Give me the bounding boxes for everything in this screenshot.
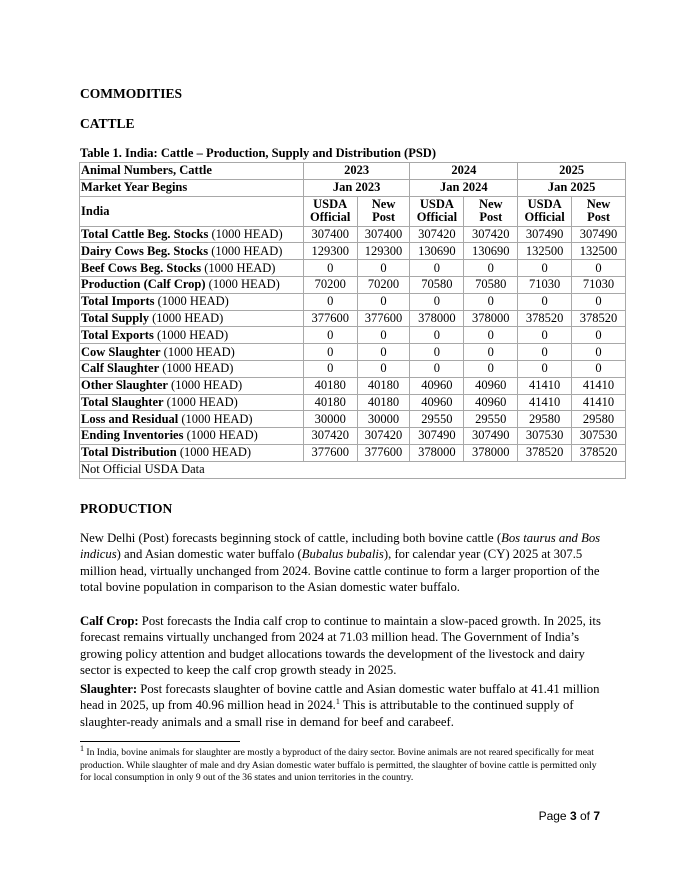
table-cell: 132500 — [518, 243, 572, 260]
table-cell: 30000 — [303, 411, 357, 428]
table-cell: 307530 — [572, 428, 626, 445]
footnote-reference[interactable]: 1 — [335, 697, 340, 707]
table-cell: 40180 — [357, 377, 410, 394]
table-cell: 0 — [572, 327, 626, 344]
table-cell: 0 — [303, 327, 357, 344]
row-label: Total Imports (1000 HEAD) — [80, 293, 304, 310]
table-cell: 0 — [464, 344, 518, 361]
row-label: Total Cattle Beg. Stocks (1000 HEAD) — [80, 226, 304, 243]
table-cell: 0 — [357, 344, 410, 361]
table-cell: 129300 — [303, 243, 357, 260]
table-cell: 307400 — [303, 226, 357, 243]
table-cell: 307490 — [464, 428, 518, 445]
header-col-new-post: New Post — [357, 196, 410, 226]
table-cell: 71030 — [572, 276, 626, 293]
table-cell: 0 — [303, 293, 357, 310]
table-cell: 377600 — [303, 444, 357, 461]
row-label: Dairy Cows Beg. Stocks (1000 HEAD) — [80, 243, 304, 260]
header-year: 2024 — [410, 163, 518, 180]
table-cell: 307420 — [303, 428, 357, 445]
table-footnote-row — [80, 461, 626, 478]
row-label: Total Exports (1000 HEAD) — [80, 327, 304, 344]
table-cell: 0 — [518, 344, 572, 361]
table-row — [80, 276, 626, 293]
table-cell: 70200 — [303, 276, 357, 293]
slaughter-lead: Slaughter: — [80, 682, 138, 696]
table-cell: 0 — [410, 344, 464, 361]
header-col-usda-official: USDA Official — [518, 196, 572, 226]
psd-table — [79, 162, 626, 479]
table-cell: 0 — [357, 260, 410, 277]
table-cell: 378000 — [464, 310, 518, 327]
table-cell: 307490 — [518, 226, 572, 243]
table-cell: 70200 — [357, 276, 410, 293]
table-cell: 307420 — [464, 226, 518, 243]
table-cell: 0 — [572, 260, 626, 277]
table-row — [80, 428, 626, 445]
table-cell: 0 — [357, 327, 410, 344]
header-col-new-post: New Post — [464, 196, 518, 226]
table-cell: 0 — [303, 260, 357, 277]
table-cell: 378520 — [518, 310, 572, 327]
table-cell: 0 — [518, 360, 572, 377]
table-cell: 29550 — [410, 411, 464, 428]
table-cell: 0 — [518, 327, 572, 344]
table-cell: 0 — [572, 293, 626, 310]
table-row — [80, 344, 626, 361]
table-cell: 307490 — [410, 428, 464, 445]
section-heading-commodities: COMMODITIES — [80, 86, 183, 101]
table-cell: 0 — [518, 260, 572, 277]
table-row — [80, 360, 626, 377]
table-cell: 377600 — [303, 310, 357, 327]
table-cell: 307490 — [572, 226, 626, 243]
table-cell: 0 — [410, 360, 464, 377]
table-header-columns — [80, 196, 626, 226]
header-label-country: India — [80, 196, 304, 226]
table-cell: 71030 — [518, 276, 572, 293]
row-label: Ending Inventories (1000 HEAD) — [80, 428, 304, 445]
table-cell: 378000 — [410, 310, 464, 327]
table-cell: 41410 — [572, 377, 626, 394]
header-label-animal-numbers: Animal Numbers, Cattle — [80, 163, 304, 180]
table-cell: 377600 — [357, 310, 410, 327]
table-cell: 40960 — [410, 394, 464, 411]
table-cell: 40180 — [357, 394, 410, 411]
table-cell: 130690 — [464, 243, 518, 260]
table-row — [80, 243, 626, 260]
table-cell: 70580 — [464, 276, 518, 293]
table-cell: 0 — [303, 344, 357, 361]
table-cell: 41410 — [518, 394, 572, 411]
table-cell: 378520 — [572, 310, 626, 327]
header-col-usda-official: USDA Official — [410, 196, 464, 226]
table-row — [80, 377, 626, 394]
table-header-years — [80, 163, 626, 180]
table-cell: 0 — [464, 293, 518, 310]
table-cell: 0 — [518, 293, 572, 310]
table-cell: 0 — [464, 260, 518, 277]
header-year: 2023 — [303, 163, 410, 180]
table-cell: 0 — [357, 360, 410, 377]
section-heading-production: PRODUCTION — [80, 501, 173, 516]
footnote: $^1$ In India, bovine animals for slaughter are mostly a byproduct of the dairy sector. Bovine animals are not reared specifically for meat production. While slaughter of male and dry Asian domestic water buffalo is permitted, the slaughter of bovine cattle is permitted only for local consumption in only 9 out of the 36 states and union territories in the country. — [80, 743, 597, 784]
table-cell: 0 — [572, 360, 626, 377]
header-market-year: Jan 2025 — [518, 179, 626, 196]
table-cell: 41410 — [572, 394, 626, 411]
table-cell: 70580 — [410, 276, 464, 293]
page-number: Page 3 of 7 — [538, 809, 600, 823]
table-cell: 307400 — [357, 226, 410, 243]
header-label-market-year: Market Year Begins — [80, 179, 304, 196]
header-col-usda-official: USDA Official — [303, 196, 357, 226]
row-label: Other Slaughter (1000 HEAD) — [80, 377, 304, 394]
table-footnote: Not Official USDA Data — [80, 461, 626, 478]
table-cell: 29580 — [518, 411, 572, 428]
table-cell: 0 — [410, 327, 464, 344]
row-label: Production (Calf Crop) (1000 HEAD) — [80, 276, 304, 293]
row-label: Total Slaughter (1000 HEAD) — [80, 394, 304, 411]
table-cell: 132500 — [572, 243, 626, 260]
table-cell: 307530 — [518, 428, 572, 445]
header-market-year: Jan 2024 — [410, 179, 518, 196]
table-cell: 40960 — [410, 377, 464, 394]
table-cell: 30000 — [357, 411, 410, 428]
row-label: Beef Cows Beg. Stocks (1000 HEAD) — [80, 260, 304, 277]
table-header-market-year — [80, 179, 626, 196]
paragraph-calf-crop: Calf Crop: Post forecasts the India calf crop to continue to maintain a slow-paced growth. In 2025, its forecast remains virtually unchanged from 2024 at 71.03 million head. The Government of India’s growing policy attention and budget allocations towards the development of the livestock and dairy sector is expected to keep the calf crop growth steady in 2025. — [80, 614, 601, 678]
table-cell: 307420 — [357, 428, 410, 445]
row-label: Calf Slaughter (1000 HEAD) — [80, 360, 304, 377]
paragraph-slaughter: Slaughter: Post forecasts slaughter of bovine cattle and Asian domestic water buffalo at 41.41 million head in 2025, up from 40.96 million head in 2024.$^1$ This is attributable to the continued supply of slaughter-ready animals and a small rise in demand for beef and carabeef. — [80, 682, 600, 729]
table-cell: 40960 — [464, 394, 518, 411]
row-label: Loss and Residual (1000 HEAD) — [80, 411, 304, 428]
header-market-year: Jan 2023 — [303, 179, 410, 196]
row-label: Cow Slaughter (1000 HEAD) — [80, 344, 304, 361]
header-year: 2025 — [518, 163, 626, 180]
table-cell: 378520 — [572, 444, 626, 461]
table-cell: 0 — [303, 360, 357, 377]
table-cell: 0 — [410, 293, 464, 310]
table-cell: 0 — [357, 293, 410, 310]
table-cell: 0 — [410, 260, 464, 277]
header-col-new-post: New Post — [572, 196, 626, 226]
table-row — [80, 411, 626, 428]
calf-crop-lead: Calf Crop: — [80, 614, 139, 628]
table-row — [80, 293, 626, 310]
table-cell: 40180 — [303, 377, 357, 394]
table-cell: 0 — [464, 360, 518, 377]
table-row — [80, 310, 626, 327]
table-cell: 40180 — [303, 394, 357, 411]
table-cell: 378520 — [518, 444, 572, 461]
table-cell: 29550 — [464, 411, 518, 428]
section-heading-cattle: CATTLE — [80, 116, 135, 131]
table-row — [80, 444, 626, 461]
table-cell: 0 — [572, 344, 626, 361]
table-cell: 40960 — [464, 377, 518, 394]
table-cell: 130690 — [410, 243, 464, 260]
table-row — [80, 327, 626, 344]
row-label: Total Distribution (1000 HEAD) — [80, 444, 304, 461]
table-row — [80, 226, 626, 243]
footnote-divider — [80, 741, 240, 742]
table-cell: 0 — [464, 327, 518, 344]
table-cell: 41410 — [518, 377, 572, 394]
table-cell: 378000 — [464, 444, 518, 461]
table-row — [80, 394, 626, 411]
table-cell: 129300 — [357, 243, 410, 260]
table-cell: 307420 — [410, 226, 464, 243]
table-cell: 29580 — [572, 411, 626, 428]
table-cell: 377600 — [357, 444, 410, 461]
paragraph-beginning-stock: New Delhi (Post) forecasts beginning stock of cattle, including both bovine cattle (Bos taurus and Bos indicus) and Asian domestic water buffalo (Bubalus bubalis), for calendar year (CY) 2025 at 307.5 million head, virtually unchanged from 2024. Bovine cattle continue to form a larger proportion of the total bovine population in comparison to the Asian domestic water buffalo. — [80, 531, 601, 595]
table-cell: 378000 — [410, 444, 464, 461]
table-caption: Table 1. India: Cattle – Production, Supply and Distribution (PSD) — [80, 146, 436, 160]
row-label: Total Supply (1000 HEAD) — [80, 310, 304, 327]
table-row — [80, 260, 626, 277]
